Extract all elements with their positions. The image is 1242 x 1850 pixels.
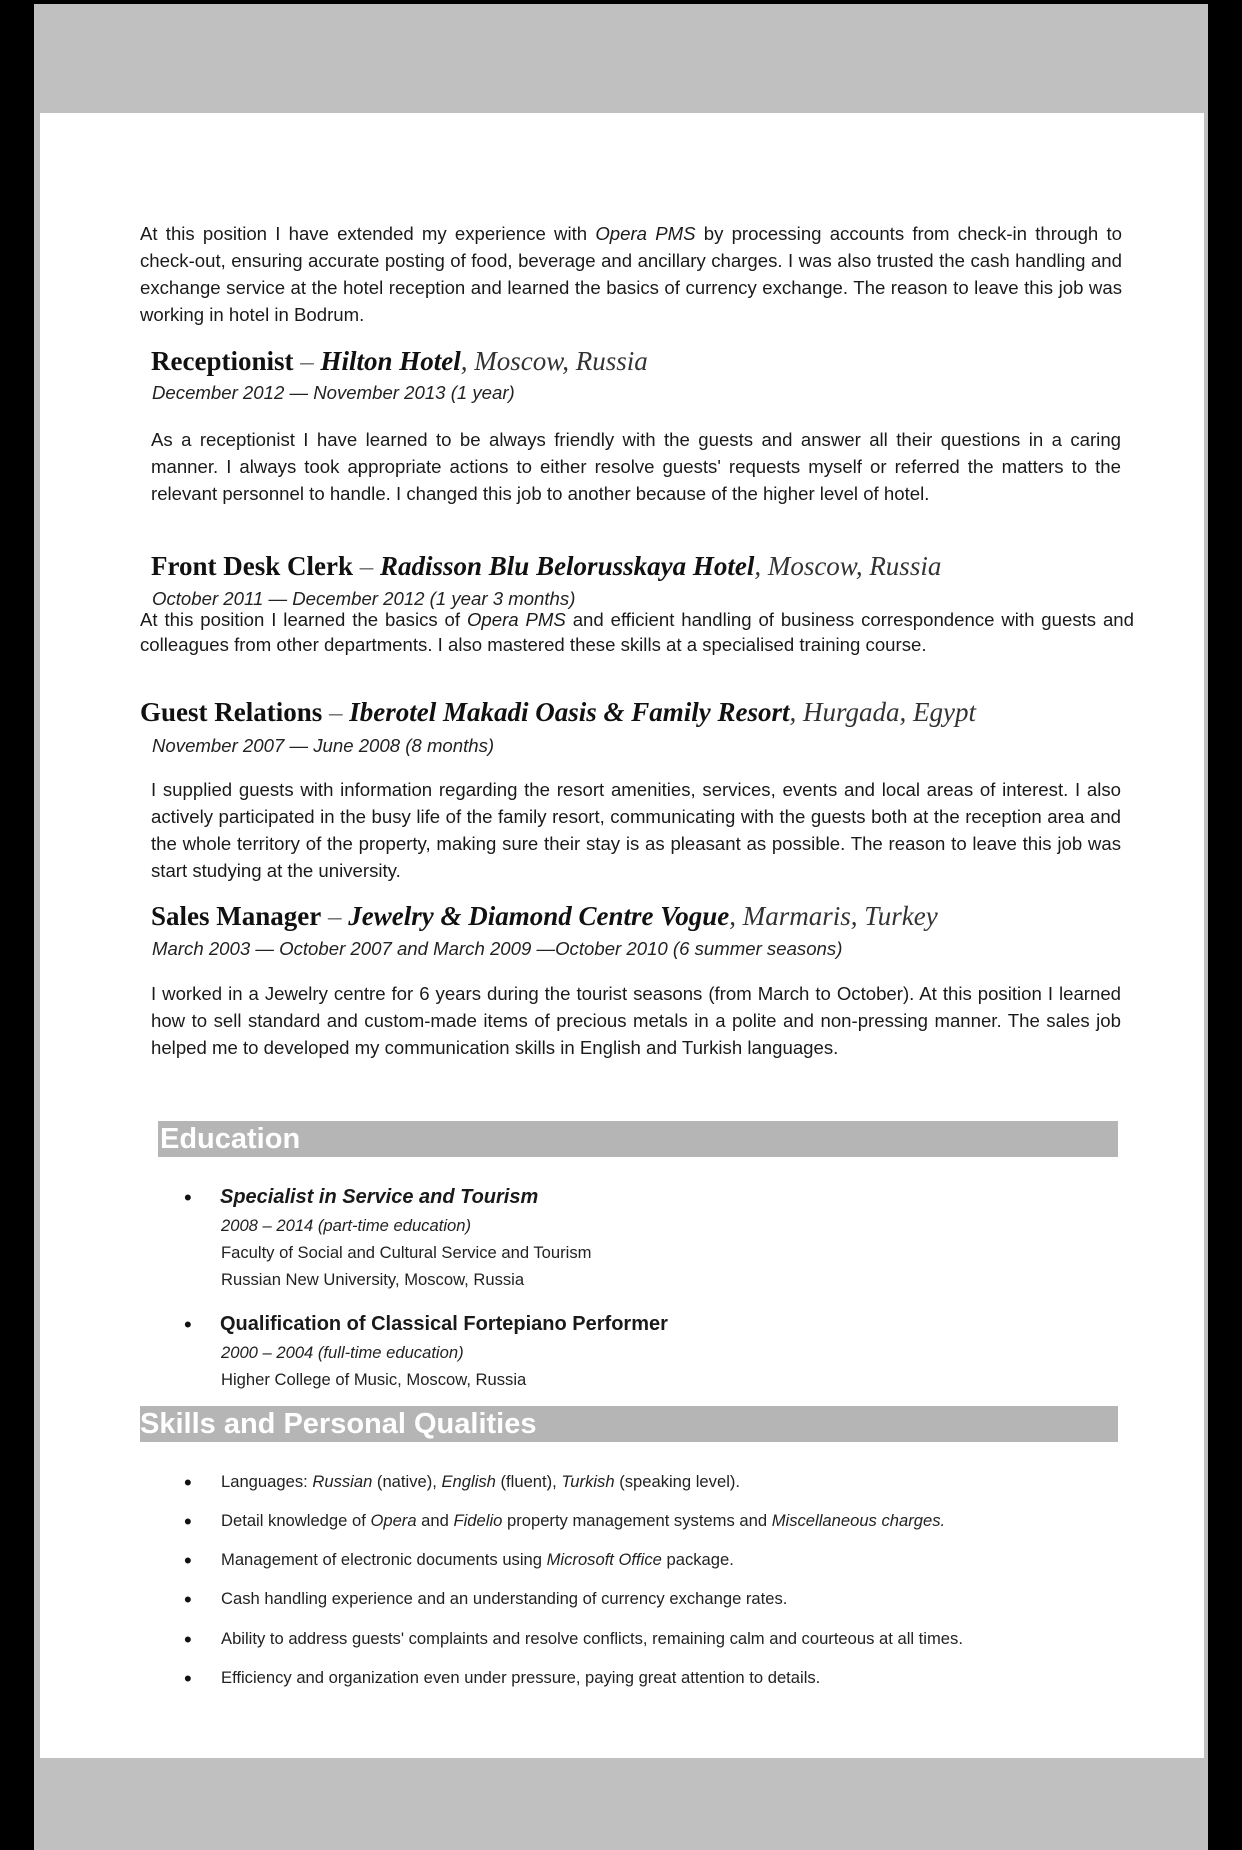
skill-text: Opera (370, 1511, 417, 1530)
skill-text: Russian (312, 1472, 373, 1491)
job-description: I supplied guests with information regarding the resort amenities, services, events and local areas of interest. I also actively participated in the busy life of the family resort, communicating with the guests both at the reception area and the whole territory of the property, making sure their stay is as pleasant as possible. The reason to leave this job was start studying at the university. (151, 779, 1121, 881)
education-item-dates: 2008 – 2014 (part-time education) (221, 1216, 471, 1235)
skill-text: (speaking level). (614, 1472, 741, 1491)
job-company: Jewelry & Diamond Centre Vogue (348, 901, 730, 931)
skill-text: (native), (372, 1472, 442, 1491)
job-company: Iberotel Makadi Oasis & Family Resort (349, 697, 790, 727)
skill-text: Languages: (221, 1472, 313, 1491)
education-item-dates: 2000 – 2004 (full-time education) (221, 1343, 464, 1362)
job-title-receptionist (151, 345, 648, 377)
job-title-front-desk-clerk (151, 550, 941, 582)
skill-text: property management systems and (502, 1511, 772, 1530)
job-dash: – (293, 346, 321, 376)
job-role: Sales Manager (151, 901, 322, 931)
job-description (140, 607, 1134, 657)
skills-heading: Skills and Personal Qualities (140, 1408, 537, 1440)
skill-text: package. (661, 1550, 734, 1569)
skill-text: Microsoft Office (546, 1550, 662, 1569)
job-dates: March 2003 — October 2007 and March 2009 —October 2010 (6 summer seasons) (152, 938, 843, 959)
skill-text: Miscellaneous charges. (771, 1511, 946, 1530)
skill-text: (fluent), (495, 1472, 562, 1491)
skill-cash-handling: Cash handling experience and an understanding of currency exchange rates. (221, 1589, 788, 1608)
skill-text: Turkish (561, 1472, 615, 1491)
job-dates: October 2011 — December 2012 (1 year 3 months) (152, 588, 576, 609)
intro-text: At this position I have extended my experience with (140, 223, 596, 244)
education-section-bar (158, 1121, 1118, 1157)
skill-languages (221, 1470, 740, 1494)
job-description: As a receptionist I have learned to be always friendly with the guests and answer all their questions in a caring manner. I always took appropriate actions to either resolve guests' requests myself or referred the matters to the relevant personnel to handle. I changed this job to another because of the higher level of hotel. (151, 429, 1121, 504)
education-item-institution: Higher College of Music, Moscow, Russia (221, 1370, 527, 1389)
intro-paragraph (140, 220, 1122, 328)
job-dash: – (322, 697, 350, 727)
bullet: • (184, 1312, 192, 1337)
education-item-title: Qualification of Classical Fortepiano Performer (220, 1313, 668, 1335)
job-location: , Moscow, Russia (754, 551, 942, 581)
job-location: , Marmaris, Turkey (729, 901, 938, 931)
skill-text: English (441, 1472, 496, 1491)
skill-text: Fidelio (453, 1511, 503, 1530)
job-description: I worked in a Jewelry centre for 6 years during the tourist seasons (from March to October). At this position I learned how to sell standard and custom-made items of precious metals in a polite and non-pressing manner. The sales job helped me to developed my communication skills in English and Turkish languages. (151, 983, 1121, 1058)
intro-text-rest: by processing accounts from check-in through to check-out, ensuring accurate posting of food, beverage and ancillary charges. I was also trusted the cash handling and exchange service at the hotel reception and learned the basics of currency exchange. The reason to leave this job was working in hotel in Bodrum. (140, 223, 1122, 325)
intro-opera-pms: Opera PMS (595, 223, 696, 244)
job-title-guest-relations (140, 696, 976, 728)
skill-text: and (416, 1511, 454, 1530)
job-location: , Moscow, Russia (460, 346, 648, 376)
desc-opera-pms: Opera PMS (466, 609, 566, 630)
job-dates: December 2012 — November 2013 (1 year) (152, 382, 515, 403)
bullet: • (184, 1627, 192, 1652)
skill-complaints: Ability to address guests' complaints and resolve conflicts, remaining calm and courteous at all times. (221, 1629, 963, 1648)
desc-text-rest: and efficient handling of business correspondence with guests and colleagues from other departments. I also mastered these skills at a specialised training course. (140, 609, 1134, 655)
job-role: Guest Relations (140, 697, 323, 727)
job-dates: November 2007 — June 2008 (8 months) (152, 735, 495, 756)
skill-text: Detail knowledge of (221, 1511, 371, 1530)
job-role: Receptionist (151, 346, 294, 376)
resume-page (40, 113, 1204, 1758)
desc-text: At this position I learned the basics of (140, 609, 467, 630)
skill-pms-knowledge (221, 1509, 945, 1533)
bullet: • (184, 1587, 192, 1612)
bullet: • (184, 1548, 192, 1573)
skill-documents (221, 1548, 734, 1572)
job-company: Hilton Hotel (320, 346, 461, 376)
bullet: • (184, 1666, 192, 1691)
bullet: • (184, 1185, 192, 1210)
job-role: Front Desk Clerk (151, 551, 353, 581)
education-item-institution: Russian New University, Moscow, Russia (221, 1270, 525, 1289)
education-item-title: Specialist in Service and Tourism (220, 1186, 539, 1208)
education-item-faculty: Faculty of Social and Cultural Service and Tourism (221, 1243, 592, 1262)
job-dash: – (321, 901, 349, 931)
bullet: • (184, 1509, 192, 1534)
job-company: Radisson Blu Belorusskaya Hotel (380, 551, 755, 581)
job-title-sales-manager (151, 900, 938, 932)
job-location: , Hurgada, Egypt (789, 697, 977, 727)
education-heading: Education (160, 1123, 301, 1155)
bullet: • (184, 1470, 192, 1495)
job-dash: – (353, 551, 380, 581)
skill-efficiency: Efficiency and organization even under pressure, paying great attention to details. (221, 1668, 821, 1687)
skill-text: Management of electronic documents using (221, 1550, 547, 1569)
